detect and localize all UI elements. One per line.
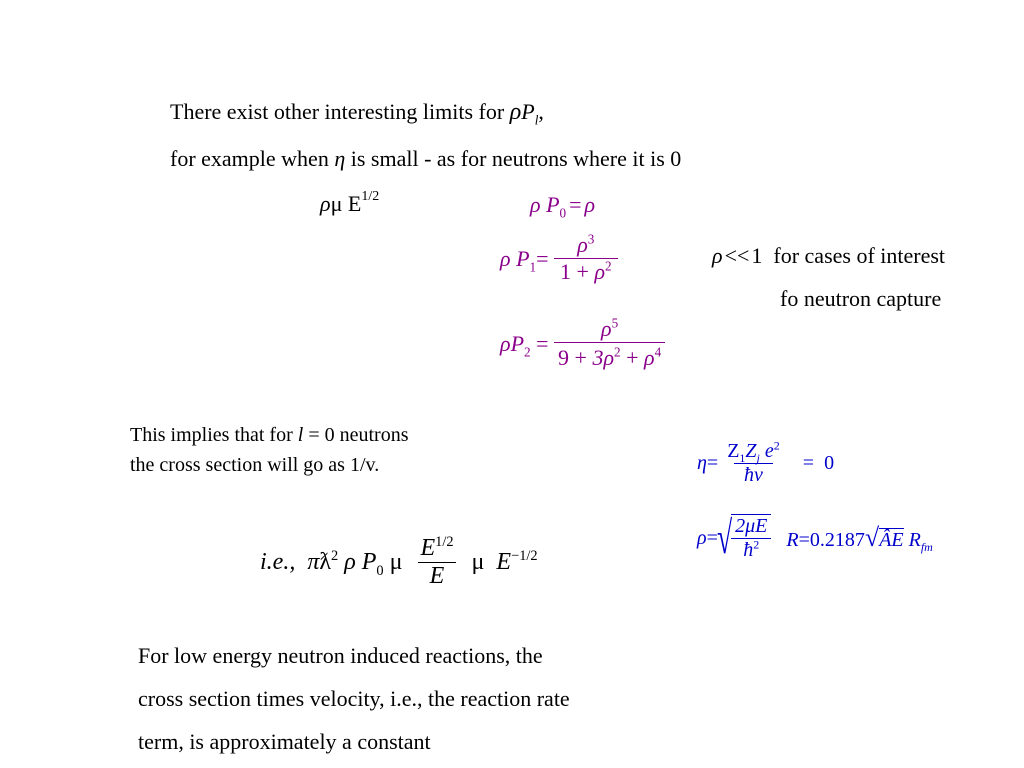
exponent: 5 [611,315,619,331]
cube-root-icon: √ [864,523,880,552]
rho-symbol: ρ [584,192,596,217]
p-symbol: P [546,192,560,217]
equation-p2 [500,316,665,371]
implies-line-1 [130,420,408,450]
intro-line-1 [170,99,544,128]
exponent: 4 [654,344,662,360]
rho-fraction [731,514,771,562]
l-subscript: l [534,112,539,128]
proportional-symbol: μ [330,191,343,216]
equals-sign: = [569,192,582,217]
equals-sign: = [536,245,549,271]
p-symbol: P [361,549,377,575]
exponent: 2 [605,258,612,274]
eta-symbol: η [334,146,346,171]
p1-fraction [554,232,618,285]
subscript: 1 [739,451,746,465]
equals-sign: = [706,452,719,474]
rho-symbol: ρ [320,191,331,216]
one: 1 [751,243,763,268]
rho-symbol: ρ [500,330,511,356]
implies-line-1-a: This implies that for [130,424,298,446]
rho-equation [697,514,933,562]
intro-line-2 [170,146,681,172]
conclusion-line-1: For low energy neutron induced reactions, the [138,643,543,668]
exponent: 3 [587,231,595,247]
ie-text: i.e., [260,549,296,575]
p-symbol: P [521,99,535,124]
rho-symbol: ρ [644,345,655,370]
exponent: 2 [753,537,760,552]
rho-symbol: ρ [601,316,612,341]
eta-equation [697,440,834,487]
z-symbol: Z [745,440,757,462]
rho-symbol: ρ [697,526,707,549]
rho-symbol: ρ [594,259,606,284]
implies-line-1-b: = 0 neutrons [303,424,409,446]
rho-proportional-expression [320,188,380,217]
conclusion-line-3: term, is approximately a constant [138,729,431,754]
eta-symbol: η [697,452,707,474]
zero: 0 [824,452,835,474]
e-symbol: E [496,549,512,575]
eta-fraction [723,440,784,487]
condition-text: for cases of interest [773,243,946,268]
plus-sign: + [576,259,589,284]
p-symbol: P [510,330,525,356]
two-mu-e: 2μE [735,515,768,537]
rho-symbol: ρ [712,243,723,268]
exponent: 2 [773,438,780,453]
r-symbol: R [908,529,921,551]
conclusion-line-2: cross section times velocity, i.e., the reaction rate [138,686,570,711]
exponent: 2 [331,548,339,564]
rho-symbol: ρ [530,192,541,217]
e-symbol: E [420,535,436,561]
exponent: −1/2 [511,548,538,564]
nine: 9 [558,345,570,370]
plus-sign: + [574,345,587,370]
r-value: 0.2187 [809,529,865,551]
equation-p1 [500,232,618,285]
hbar-v: ħv [744,464,763,486]
implies-text [130,420,408,480]
ie-fraction [416,535,457,590]
exponent: 2 [614,344,621,360]
intro-line-2-after: is small - as for neutrons where it is 0 [345,146,682,171]
proportional-symbol: μ [389,549,403,575]
p-subscript: 1 [529,258,537,274]
lambda-bar-symbol: ƛ [319,549,331,575]
intro-line-2-before: for example when [170,146,335,171]
equals-sign: = [802,452,815,474]
p2-fraction [554,316,665,371]
comma: , [538,99,544,124]
one: 1 [560,259,572,284]
equals-sign: = [706,526,718,549]
a-hat-symbol: Â [879,529,892,551]
three-rho: 3ρ [592,345,615,370]
equals-sign: = [536,330,549,356]
p-subscript: 0 [559,205,567,221]
l-symbol: l [297,424,304,446]
fm-subscript: fm [920,540,933,554]
hbar: ħ [743,539,754,561]
sqrt-icon: √ [716,512,733,563]
p-symbol: P [516,245,530,271]
e-symbol: E [429,563,445,589]
e-symbol: e [764,440,774,462]
rho-symbol: ρ [344,549,356,575]
equation-p0 [530,192,596,221]
much-less-than: << [724,243,750,268]
equals-sign: = [798,529,810,551]
condition-line-1 [712,243,945,269]
rho-symbol: ρ [509,99,522,125]
energy-exponent: 1/2 [361,188,380,204]
intro-line-1-text: There exist other interesting limits for [170,99,510,124]
exponent: 1/2 [435,534,454,550]
r-symbol: R [786,529,799,551]
energy-symbol: E [347,191,362,216]
proportional-symbol: μ [471,549,485,575]
pi-symbol: π [307,549,320,575]
p-subscript: 0 [376,562,384,579]
e-symbol: E [891,529,904,551]
ie-equation [260,535,538,590]
plus-sign: + [626,345,639,370]
subscript: j [756,451,760,465]
rho-symbol: ρ [577,232,588,257]
condition-line-2: fo neutron capture [780,286,942,311]
conclusion-text [138,634,570,763]
cube-root-content [879,528,903,551]
implies-line-2: the cross section will go as 1/v. [130,454,380,476]
z-symbol: Z [727,440,740,462]
p-subscript: 2 [524,343,531,359]
rho-symbol: ρ [500,245,511,271]
